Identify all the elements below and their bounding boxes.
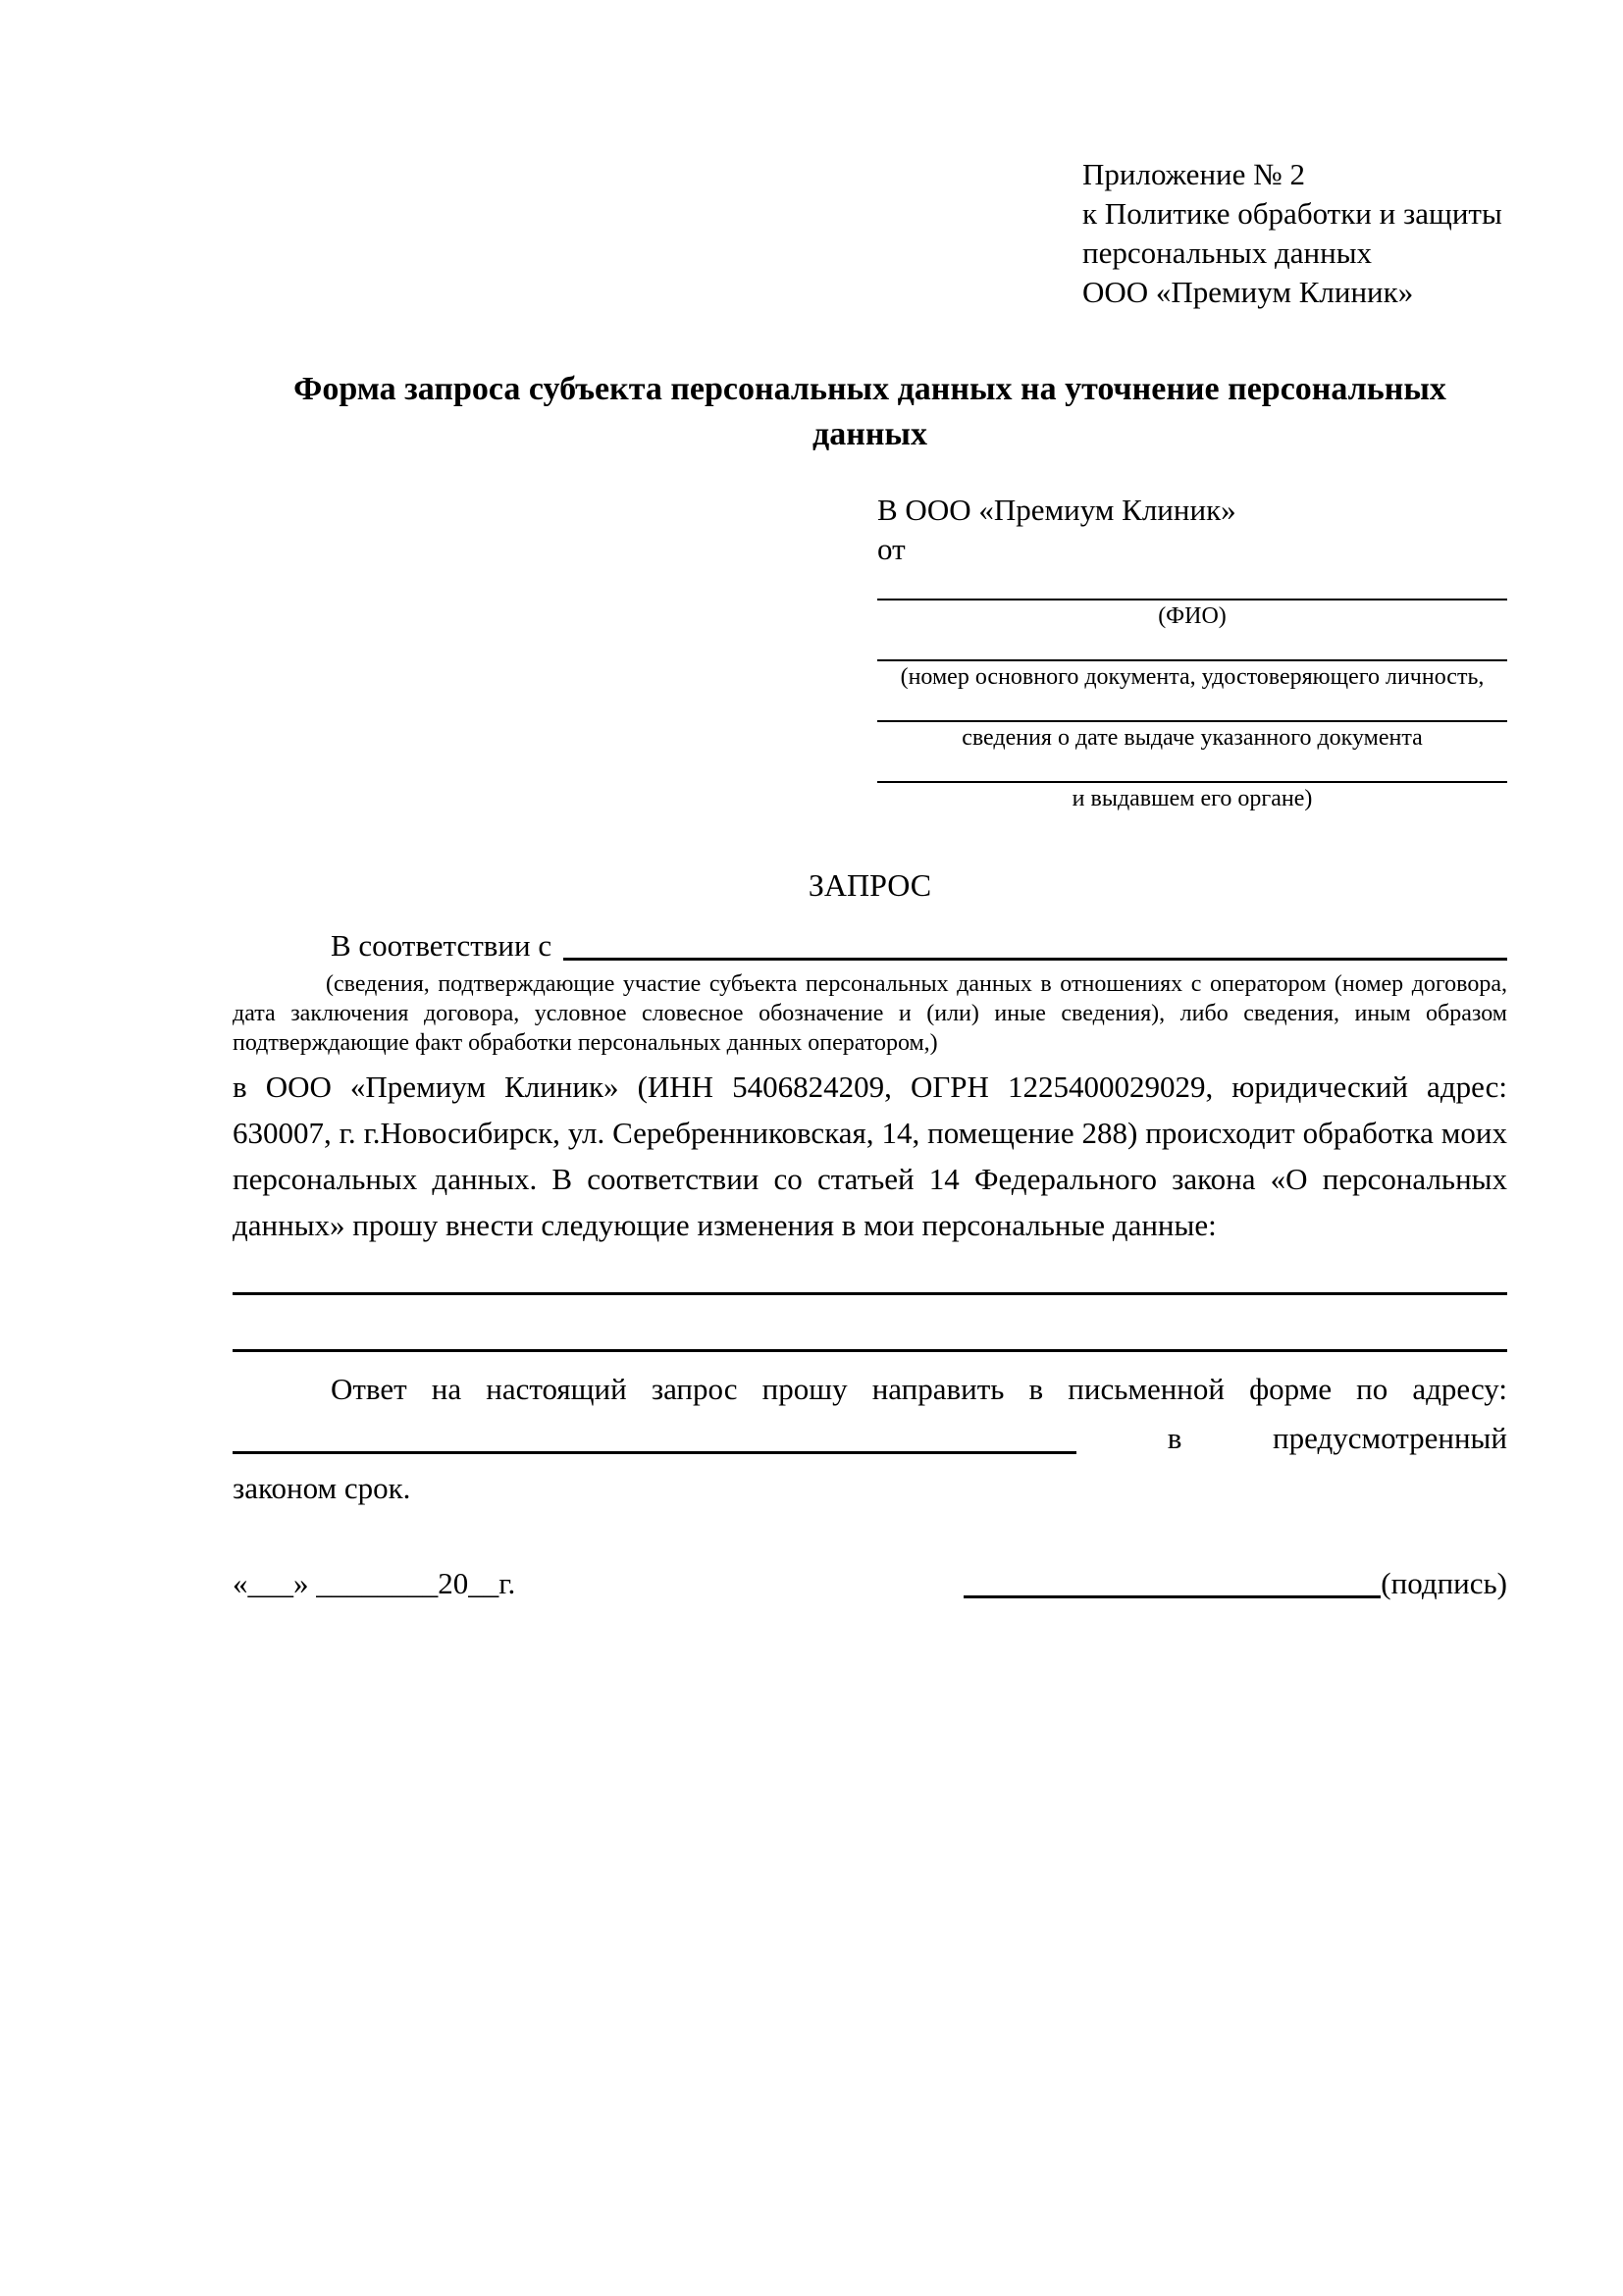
request-body: в ООО «Премиум Клиник» (ИНН 5406824209, ОГРН 1225400029029, юридический адрес: 630007, г. г.Новосибирск, ул. Серебренниковская, 14, помещение 288) происходит обработка моих персональных данных. В соответствии со статьей 14 Федерального закона «О персональных данных» прошу внести следующие изменения в мои персональные данные:: [233, 1070, 1507, 1242]
issuing-authority-field-line[interactable]: [877, 752, 1507, 783]
changes-field-line-2[interactable]: [233, 1295, 1507, 1352]
issue-date-field: [877, 691, 1507, 752]
document-number-caption: (номер основного документа, удостоверяющего личность,: [900, 664, 1485, 690]
annex-note-line: к Политике обработки и защиты: [1082, 196, 1502, 231]
annex-note-line: персональных данных: [1082, 235, 1373, 270]
answer-word-in: в: [1167, 1421, 1182, 1455]
issue-date-field-line[interactable]: [877, 691, 1507, 722]
answer-paragraph-line2: [233, 1412, 1507, 1461]
answer-word-stipulated: предусмотренный: [1273, 1421, 1507, 1455]
signature-group: [964, 1562, 1507, 1605]
small-print-note: (сведения, подтверждающие участие субъекта персональных данных в отношениях с оператором (номер договора, дата заключения договора, условное словесное обозначение и (или) иные сведения), либо сведения, иным образом подтверждающие факт обработки персональных данных оператором,): [233, 971, 1507, 1056]
fio-field-line[interactable]: [877, 569, 1507, 600]
accordance-row: [233, 924, 1507, 967]
annex-note: [1082, 155, 1507, 312]
addressee-block: [877, 491, 1507, 812]
answer-paragraph-line3: законом срок.: [233, 1471, 411, 1505]
addressee-from-label: от: [877, 532, 906, 566]
document-number-field-line[interactable]: [877, 630, 1507, 661]
accordance-lead: В соответствии с: [331, 928, 552, 963]
date-field[interactable]: «___» ________20__г.: [233, 1566, 516, 1600]
footer-row: [233, 1562, 1507, 1605]
answer-paragraph-line1: Ответ на настоящий запрос прошу направить в письменной форме по адресу:: [331, 1372, 1507, 1406]
annex-note-line: Приложение № 2: [1082, 157, 1305, 191]
issuing-authority-caption: и выдавшем его органе): [1072, 786, 1313, 811]
signature-caption: (подпись): [1381, 1566, 1507, 1600]
fio-caption: (ФИО): [1158, 603, 1227, 629]
form-title: Форма запроса субъекта персональных данных на уточнение персональных данных: [293, 371, 1446, 452]
fio-field: [877, 569, 1507, 630]
document-number-field: [877, 630, 1507, 691]
addressee-organization: В ООО «Премиум Клиник»: [877, 493, 1236, 527]
signature-field-line[interactable]: [964, 1595, 1381, 1598]
issuing-authority-field: [877, 752, 1507, 812]
issue-date-caption: сведения о дате выдаче указанного документа: [962, 725, 1423, 751]
request-heading: ЗАПРОС: [808, 867, 932, 903]
accordance-field-line[interactable]: [563, 924, 1507, 961]
changes-field-line-1[interactable]: [233, 1248, 1507, 1295]
annex-note-line: ООО «Премиум Клиник»: [1082, 275, 1414, 309]
address-field-line[interactable]: [233, 1451, 1076, 1454]
